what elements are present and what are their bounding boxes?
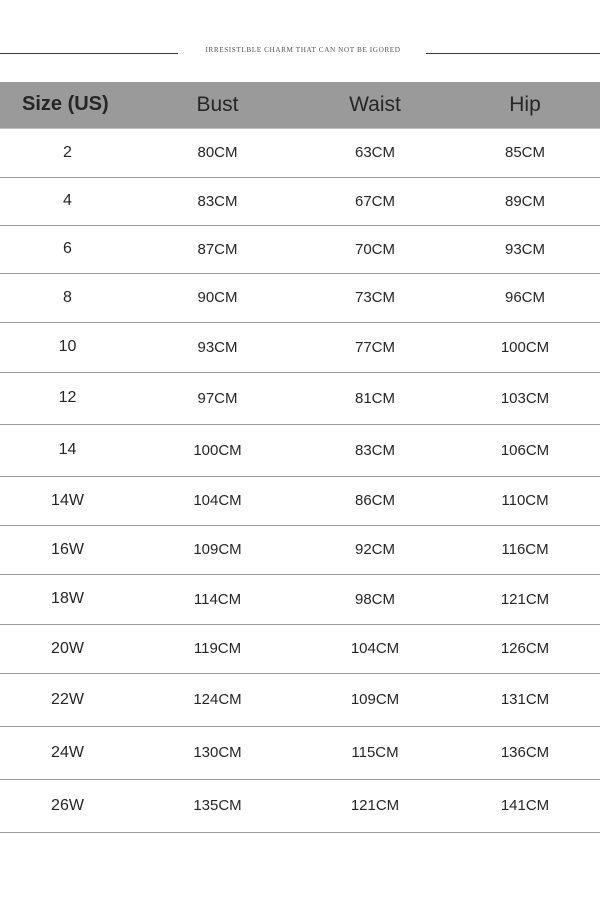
cell-waist: 63CM: [354, 144, 395, 161]
cell-hip: 126CM: [500, 640, 550, 657]
cell-waist: 81CM: [354, 389, 395, 407]
cell-waist: 77CM: [354, 338, 395, 356]
size-label: 18W: [51, 590, 84, 607]
cell-waist: 115CM: [351, 744, 399, 761]
size-label: 22W: [51, 690, 84, 708]
cell-size: [0, 779, 135, 832]
cell-size: [0, 273, 135, 322]
cell-hip: 85CM: [504, 144, 545, 161]
cell-hip: 96CM: [504, 289, 545, 306]
size-chart-header: [0, 82, 600, 128]
table-row: [0, 128, 600, 177]
table-row: [0, 177, 600, 225]
cell-bust: 97CM: [197, 389, 238, 407]
cell-waist: 86CM: [354, 492, 395, 509]
size-label: 20W: [51, 639, 84, 657]
cell-hip: 100CM: [500, 338, 550, 356]
table-row: [0, 322, 600, 372]
cell-size: [0, 177, 135, 225]
cell-hip: 103CM: [500, 389, 550, 407]
tagline-banner: [0, 44, 600, 62]
table-row: [0, 574, 600, 624]
cell-bust: 100CM: [193, 441, 242, 459]
cell-hip: 141CM: [500, 797, 550, 814]
table-row: [0, 779, 600, 832]
table-row: [0, 225, 600, 273]
header-hip: Hip: [509, 92, 541, 116]
cell-bust: 104CM: [193, 492, 242, 509]
size-chart-table: [0, 82, 600, 833]
cell-hip: 136CM: [500, 744, 550, 761]
cell-size: [0, 424, 135, 476]
cell-size: [0, 476, 135, 525]
cell-hip: 93CM: [504, 240, 545, 258]
cell-waist: 67CM: [354, 192, 395, 210]
cell-waist: 83CM: [354, 441, 395, 459]
cell-bust: 87CM: [197, 240, 238, 258]
size-label: 6: [63, 240, 72, 257]
cell-size: [0, 726, 135, 779]
cell-waist: 92CM: [354, 541, 395, 558]
cell-hip: 131CM: [500, 691, 550, 708]
size-label: 16W: [51, 540, 84, 558]
tagline-divider-left: [0, 53, 178, 54]
size-label: 10: [58, 338, 77, 355]
size-label: 26W: [51, 796, 84, 814]
cell-bust: 93CM: [197, 338, 238, 356]
cell-bust: 124CM: [193, 691, 242, 708]
header-waist: Waist: [349, 92, 401, 116]
cell-hip: 89CM: [504, 192, 545, 210]
size-chart-body: [0, 128, 600, 832]
cell-bust: 83CM: [197, 192, 238, 210]
cell-size: [0, 574, 135, 624]
cell-bust: 114CM: [193, 590, 242, 608]
cell-waist: 104CM: [350, 640, 400, 657]
cell-size: [0, 372, 135, 424]
cell-waist: 109CM: [350, 691, 400, 708]
size-label: 2: [63, 143, 72, 161]
size-label: 8: [63, 288, 72, 306]
table-row: [0, 476, 600, 525]
cell-hip: 106CM: [500, 441, 550, 459]
cell-size: [0, 128, 135, 177]
size-label: 14: [58, 441, 77, 458]
size-label: 4: [63, 192, 72, 209]
tagline-text: IRRESISTLBLE CHARM THAT CAN NOT BE IGORED: [205, 46, 401, 54]
cell-size: [0, 673, 135, 726]
cell-bust: 80CM: [197, 144, 238, 161]
cell-waist: 70CM: [354, 240, 395, 258]
cell-bust: 109CM: [193, 541, 242, 558]
table-row: [0, 525, 600, 574]
cell-waist: 73CM: [354, 289, 395, 306]
cell-waist: 98CM: [354, 590, 395, 608]
tagline-divider-right: [426, 53, 600, 54]
cell-hip: 110CM: [501, 492, 549, 509]
table-row: [0, 624, 600, 673]
cell-size: [0, 525, 135, 574]
cell-size: [0, 322, 135, 372]
table-row: [0, 372, 600, 424]
cell-bust: 90CM: [197, 289, 238, 306]
cell-bust: 130CM: [193, 744, 242, 761]
header-row: [0, 82, 600, 128]
cell-bust: 119CM: [193, 640, 242, 657]
cell-hip: 116CM: [501, 541, 549, 558]
table-row: [0, 273, 600, 322]
header-size: Size (US): [22, 93, 109, 116]
table-row: [0, 673, 600, 726]
cell-size: [0, 225, 135, 273]
cell-bust: 135CM: [193, 797, 242, 814]
size-label: 24W: [51, 743, 84, 761]
cell-hip: 121CM: [500, 590, 550, 608]
cell-waist: 121CM: [350, 797, 400, 814]
size-label: 12: [58, 389, 77, 406]
table-row: [0, 726, 600, 779]
table-row: [0, 424, 600, 476]
cell-size: [0, 624, 135, 673]
size-label: 14W: [51, 491, 84, 509]
header-bust: Bust: [196, 92, 239, 116]
